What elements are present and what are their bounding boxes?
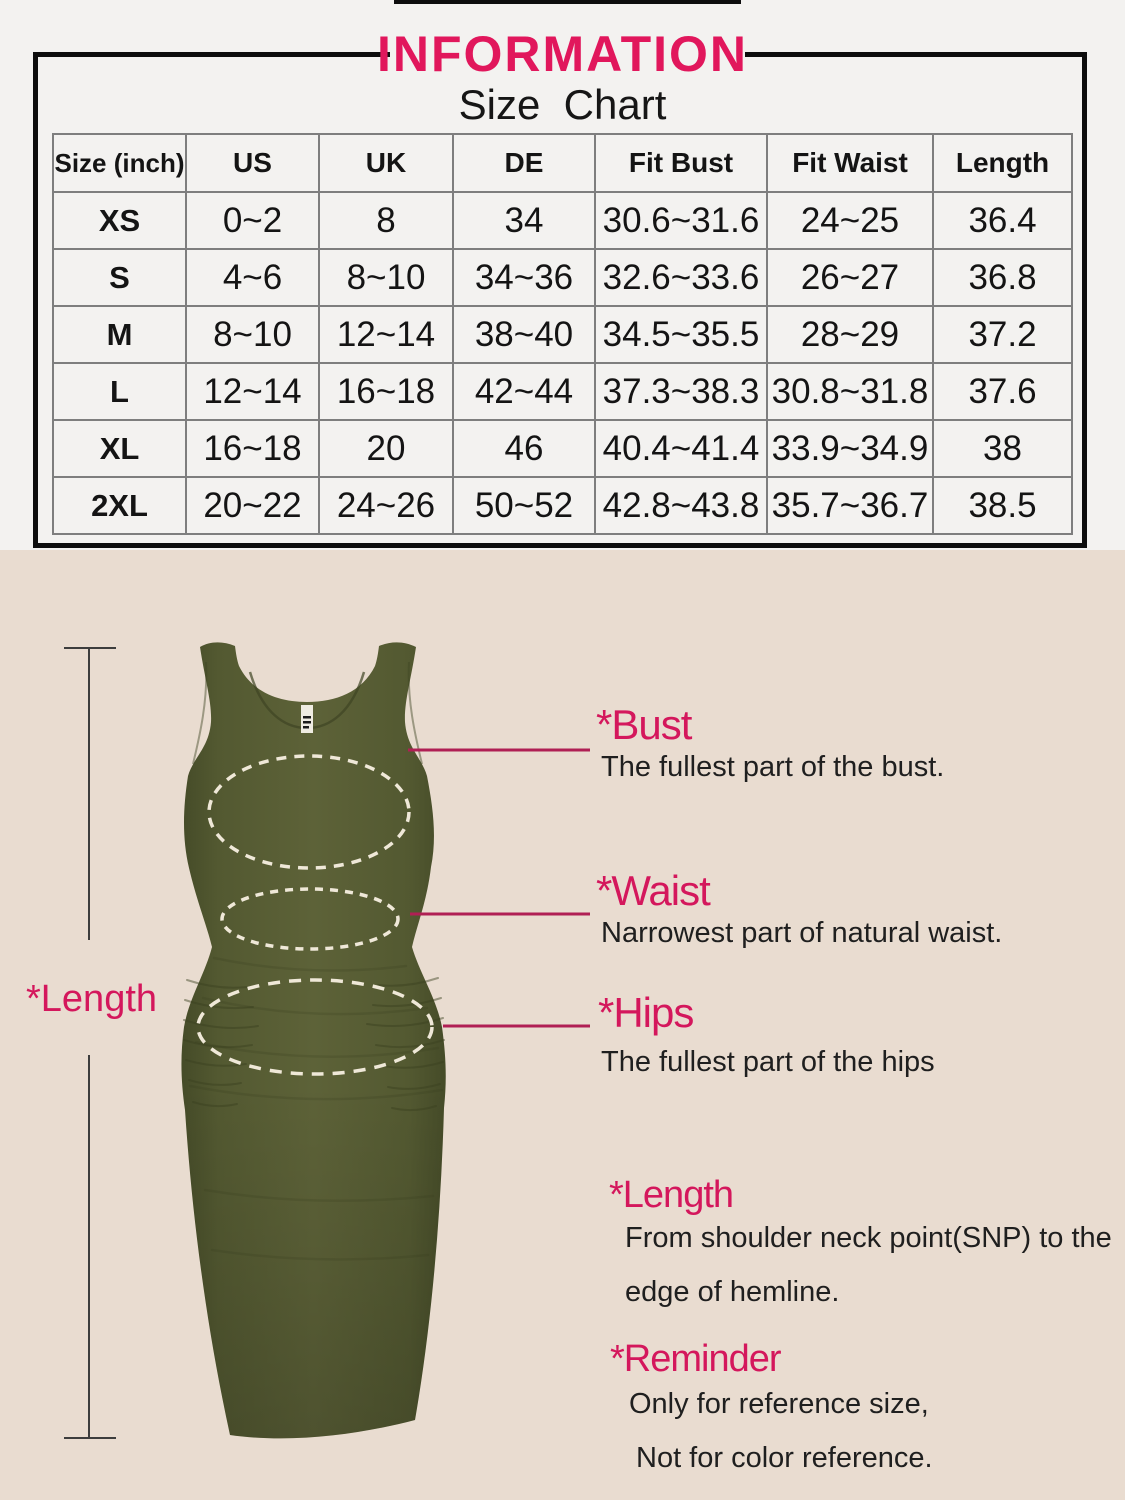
- table-row: [53, 192, 1072, 249]
- cell-uk: 12~14: [319, 306, 453, 363]
- reminder-desc-line1: Only for reference size,: [629, 1388, 929, 1420]
- cell-us: 16~18: [186, 420, 319, 477]
- cell-bust: 34.5~35.5: [595, 306, 767, 363]
- cell-size: L: [53, 363, 186, 420]
- table-row: [53, 363, 1072, 420]
- cell-de: 38~40: [453, 306, 595, 363]
- cell-waist: 28~29: [767, 306, 933, 363]
- cell-bust: 37.3~38.3: [595, 363, 767, 420]
- chart-subtitle: Size Chart: [458, 81, 667, 128]
- neck-tag: [301, 705, 313, 733]
- header-de: DE: [453, 134, 595, 192]
- cell-de: 34: [453, 192, 595, 249]
- cell-bust: 40.4~41.4: [595, 420, 767, 477]
- cell-size: XS: [53, 192, 186, 249]
- cell-size: 2XL: [53, 477, 186, 534]
- table-row: [53, 477, 1072, 534]
- size-table: [52, 133, 1073, 535]
- table-header-row: [53, 134, 1072, 192]
- hips-label: *Hips: [598, 989, 694, 1036]
- bust-label: *Bust: [596, 701, 692, 748]
- hips-desc: The fullest part of the hips: [601, 1046, 935, 1078]
- cell-us: 4~6: [186, 249, 319, 306]
- cell-de: 50~52: [453, 477, 595, 534]
- cell-length: 37.2: [933, 306, 1072, 363]
- cell-size: M: [53, 306, 186, 363]
- cell-us: 12~14: [186, 363, 319, 420]
- cell-size: S: [53, 249, 186, 306]
- header-size: Size (inch): [53, 134, 186, 192]
- cell-de: 42~44: [453, 363, 595, 420]
- cell-bust: 30.6~31.6: [595, 192, 767, 249]
- header-fit-waist: Fit Waist: [767, 134, 933, 192]
- length-left-label: *Length: [26, 978, 158, 1020]
- cell-waist: 33.9~34.9: [767, 420, 933, 477]
- top-edge-strip: [394, 0, 741, 4]
- cell-de: 46: [453, 420, 595, 477]
- cell-waist: 26~27: [767, 249, 933, 306]
- cell-waist: 24~25: [767, 192, 933, 249]
- cell-uk: 20: [319, 420, 453, 477]
- cell-bust: 32.6~33.6: [595, 249, 767, 306]
- cell-length: 38.5: [933, 477, 1072, 534]
- header-length: Length: [933, 134, 1072, 192]
- cell-us: 8~10: [186, 306, 319, 363]
- header-uk: UK: [319, 134, 453, 192]
- length-measure-line: [64, 648, 116, 1438]
- header-fit-bust: Fit Bust: [595, 134, 767, 192]
- cell-length: 36.4: [933, 192, 1072, 249]
- table-row: [53, 306, 1072, 363]
- cell-uk: 16~18: [319, 363, 453, 420]
- length-label: *Length: [609, 1174, 734, 1216]
- reminder-desc-line2: Not for color reference.: [636, 1442, 933, 1474]
- dress-diagram: [0, 550, 1125, 1500]
- header-us: US: [186, 134, 319, 192]
- cell-size: XL: [53, 420, 186, 477]
- cell-uk: 8: [319, 192, 453, 249]
- cell-length: 37.6: [933, 363, 1072, 420]
- length-desc-line2: edge of hemline.: [625, 1276, 840, 1308]
- table-row: [53, 249, 1072, 306]
- cell-waist: 35.7~36.7: [767, 477, 933, 534]
- cell-us: 20~22: [186, 477, 319, 534]
- reminder-label: *Reminder: [610, 1338, 781, 1380]
- dress-illustration: [181, 642, 445, 1438]
- page-title: INFORMATION: [376, 26, 749, 82]
- cell-uk: 24~26: [319, 477, 453, 534]
- bust-desc: The fullest part of the bust.: [601, 751, 945, 783]
- cell-us: 0~2: [186, 192, 319, 249]
- cell-length: 36.8: [933, 249, 1072, 306]
- cell-bust: 42.8~43.8: [595, 477, 767, 534]
- waist-desc: Narrowest part of natural waist.: [601, 917, 1003, 949]
- size-chart-section: [0, 0, 1125, 550]
- table-row: [53, 420, 1072, 477]
- leader-lines: [408, 750, 590, 1026]
- waist-label: *Waist: [596, 867, 710, 914]
- length-desc-line1: From shoulder neck point(SNP) to the: [625, 1222, 1112, 1254]
- cell-waist: 30.8~31.8: [767, 363, 933, 420]
- cell-uk: 8~10: [319, 249, 453, 306]
- cell-length: 38: [933, 420, 1072, 477]
- cell-de: 34~36: [453, 249, 595, 306]
